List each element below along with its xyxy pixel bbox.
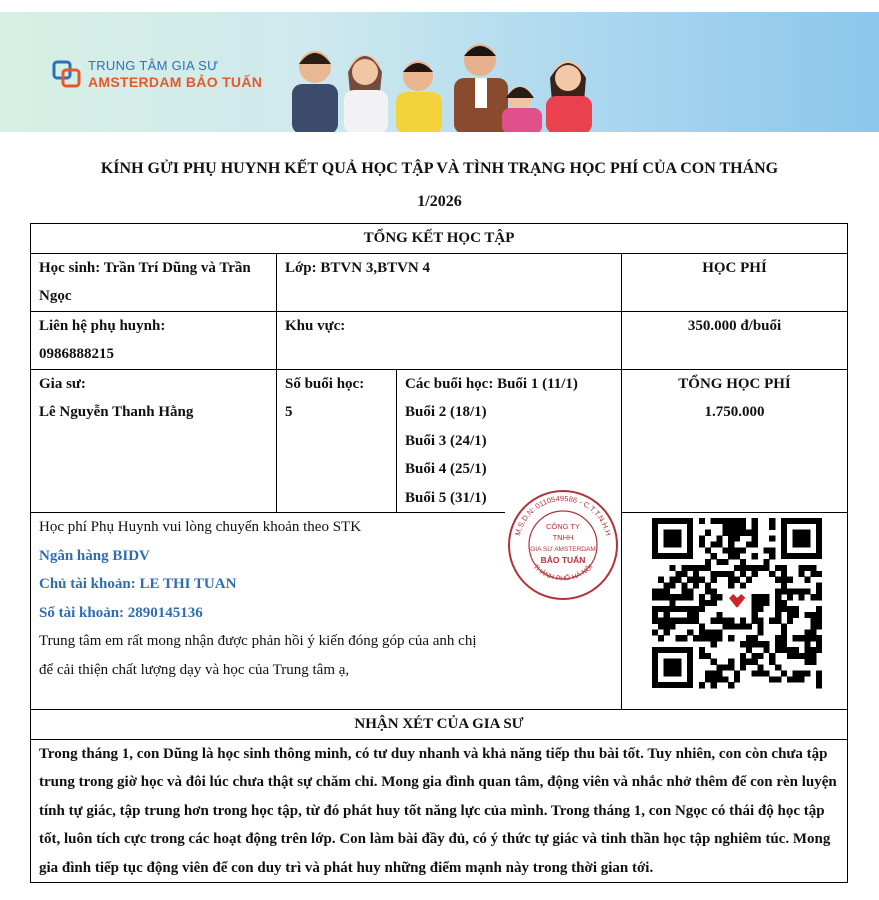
document-title: KÍNH GỬI PHỤ HUYNH KẾT QUẢ HỌC TẬP VÀ TÌNH TRẠNG HỌC PHÍ CỦA CON THÁNG [100,160,779,177]
company-stamp [505,487,621,603]
stamp-line-1: CÔNG TY [545,522,581,531]
fee-value: 350.000 đ/buổi [622,311,848,369]
brand-line-2: AMSTERDAM BẢO TUẤN [88,74,263,90]
session-item: Buổi 3 (24/1) [405,432,487,449]
comments-section-title: NHẬN XÉT CỦA GIA SƯ [31,710,848,740]
stamp-bottom-text: THÀNH PHỐ HÀ NỘI [531,563,595,583]
parent-phone: 0986888215 [39,346,114,362]
tutor-name: Lê Nguyễn Thanh Hằng [39,404,194,420]
tutor-comment: Trong tháng 1, con Dũng là học sinh thông minh, có tư duy nhanh và khả năng tiếp thu bài tốt. Tuy nhiên, con còn chưa tập trung trong giờ học và đôi lúc chưa thật sự chăm chỉ. Mong gia đình quan tâm, động viên và nhắc nhở thêm để con rèn luyện tính tự giác, tập trung hơn trong học tập, từ đó phát huy tốt năng lực của mình. Trong tháng 1, con Ngọc có thái độ học tập tốt, luôn tích cực trong các hoạt động trên lớp. Con làm bài đầy đủ, có ý thức tự giác và tinh thần học tập nghiêm túc. Mong gia đình tiếp tục động viên để con duy trì và phát huy những điểm mạnh này trong thời gian tới. [31,739,848,883]
qr-heart-icon [729,594,745,608]
parent-contact-label: Liên hệ phụ huynh: [39,317,166,334]
bank-name: Ngân hàng BIDV [39,547,150,564]
center-logo-icon [52,60,82,88]
banner-people-illustration [270,12,610,132]
fee-label: HỌC PHÍ [622,253,848,311]
payment-qr-code [652,518,822,690]
stamp-line-3: GIA SƯ AMSTERDAM [530,546,596,553]
brand-line-1: TRUNG TÂM GIA SƯ [88,58,219,73]
parent-contact [31,311,277,369]
tutor-label: Gia sư: [39,375,86,392]
account-holder: Chủ tài khoản: LE THI TUAN [39,576,237,592]
payment-intro: Học phí Phụ Huynh vui lòng chuyển khoản theo STK [39,519,362,535]
total-label: TỔNG HỌC PHÍ [678,375,791,392]
sessions-count: 5 [285,404,293,420]
total-cell [622,369,848,513]
sessions-label: Số buổi học: [285,375,365,392]
feedback-line-2: để cải thiện chất lượng dạy và học của Trung tâm ạ, [39,661,350,678]
stamp-ring-text: M.S.D.N: 0110549586 - C.T.T.N.H.H [513,493,613,537]
stamp-line-2: TNHH [552,533,574,542]
feedback-line-1: Trung tâm em rất mong nhận được phản hồi ý kiến đóng góp của anh chị [39,633,477,649]
session-item: Buổi 4 (25/1) [405,461,487,477]
total-value: 1.750.000 [704,404,765,420]
area-label: Khu vực: [277,311,622,369]
tutor-cell [31,369,277,513]
class-name: Lớp: BTVN 3,BTVN 4 [277,253,622,311]
header-banner [0,12,879,132]
account-number: Số tài khoản: 2890145136 [39,604,203,621]
session-item: Các buổi học: Buổi 1 (11/1) [405,375,578,392]
document-title-period: 1/2026 [417,193,462,210]
session-item: Buổi 5 (31/1) [405,489,487,506]
student-name: Học sinh: Trần Trí Dũng và Trần Ngọc [31,253,277,311]
session-item: Buổi 2 (18/1) [405,404,487,420]
stamp-line-4: BẢO TUẤN [540,555,586,565]
summary-section-title: TỔNG KẾT HỌC TẬP [31,224,848,254]
sessions-cell [277,369,397,513]
